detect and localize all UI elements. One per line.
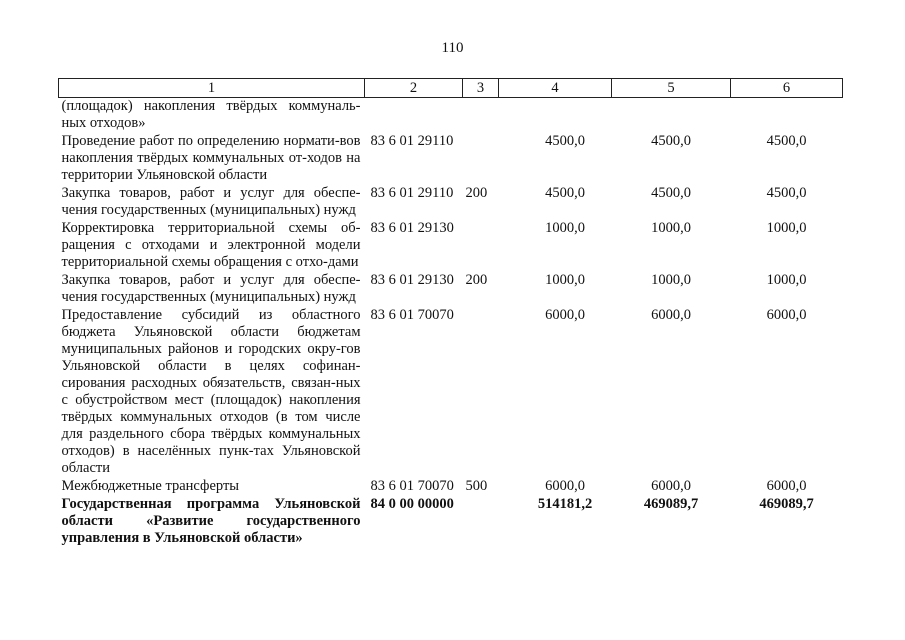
row-expense-type-cell: 200 [465, 185, 488, 201]
row-code-cell: 83 6 01 29130 [370, 220, 454, 236]
row-name-cell: Корректировка территориальной схемы об-ращения с отходами и электронной модели территориальной схемы обращения с отхо-дами [61, 220, 361, 270]
row-value-cell: 469089,7 [759, 496, 814, 512]
row-code-cell: 83 6 01 29110 [370, 133, 454, 149]
table-row [59, 219, 843, 271]
row-value-cell: 4500,0 [545, 185, 585, 201]
row-value-cell [731, 98, 843, 133]
row-expense-type-cell [463, 132, 499, 184]
table-row [59, 271, 843, 306]
row-code-cell: 83 6 01 29130 [370, 272, 454, 288]
row-expense-type-cell [463, 306, 499, 477]
table-row [59, 184, 843, 219]
row-value-cell: 6000,0 [651, 478, 691, 494]
table-body [59, 98, 843, 548]
table-row [59, 306, 843, 477]
row-value-cell: 514181,2 [537, 496, 593, 512]
row-value-cell: 6000,0 [545, 307, 585, 323]
row-value-cell: 1000,0 [651, 220, 691, 236]
row-code-cell: 83 6 01 70070 [370, 478, 454, 494]
table-row [59, 477, 843, 495]
column-header: 2 [365, 79, 463, 98]
row-expense-type-cell [463, 98, 499, 133]
row-name-cell: Проведение работ по определению нормати-вов накопления твёрдых коммунальных от-ходов на территории Ульяновской области [61, 133, 361, 183]
table-header [59, 79, 843, 98]
row-code-cell [365, 98, 463, 133]
row-value-cell: 6000,0 [651, 307, 691, 323]
budget-table [58, 78, 843, 547]
table-row [59, 132, 843, 184]
row-value-cell: 1000,0 [766, 220, 807, 236]
row-value-cell: 1000,0 [545, 220, 585, 236]
row-value-cell: 6000,0 [766, 478, 807, 494]
column-header: 3 [463, 79, 499, 98]
row-name-cell: Государственная программа Ульяновской области «Развитие государственного управления в Ульяновской области» [61, 496, 361, 546]
row-name-cell: Закупка товаров, работ и услуг для обеспе-чения государственных (муниципальных) нужд [61, 185, 361, 218]
row-value-cell [499, 98, 612, 133]
row-name-cell: Межбюджетные трансферты [61, 478, 240, 494]
row-expense-type-cell: 500 [465, 478, 488, 494]
row-value-cell: 6000,0 [766, 307, 807, 323]
column-header: 1 [59, 79, 365, 98]
row-value-cell: 1000,0 [651, 272, 691, 288]
row-value-cell: 469089,7 [643, 496, 699, 512]
row-name-cell: Закупка товаров, работ и услуг для обеспе-чения государственных (муниципальных) нужд [61, 272, 361, 305]
page-number: 110 [441, 40, 464, 56]
row-value-cell [612, 98, 731, 133]
row-value-cell: 1000,0 [545, 272, 585, 288]
row-name-cell: (площадок) накопления твёрдых коммуналь-ных отходов» [61, 98, 361, 131]
row-expense-type-cell [463, 495, 499, 547]
column-header: 4 [499, 79, 612, 98]
row-value-cell: 4500,0 [766, 133, 807, 149]
row-expense-type-cell [463, 219, 499, 271]
column-header: 5 [612, 79, 731, 98]
table-row [59, 98, 843, 133]
row-code-cell: 83 6 01 70070 [370, 307, 454, 323]
row-value-cell: 4500,0 [766, 185, 807, 201]
column-header: 6 [731, 79, 843, 98]
row-value-cell: 4500,0 [651, 133, 691, 149]
row-code-cell: 84 0 00 00000 [370, 496, 454, 512]
row-value-cell: 6000,0 [545, 478, 585, 494]
row-name-cell: Предоставление субсидий из областного бюджета Ульяновской области бюджетам муниципальных районов и городских окру-гов Ульяновской области в целях софинан-сирования расходных обязательств, связан-ных с обустройством мест (площадок) накопления твёрдых коммунальных отходов (в том числе для раздельного сбора твёрдых коммунальных отходов) в населённых пунк-тах Ульяновской области [61, 307, 361, 476]
row-value-cell: 4500,0 [651, 185, 691, 201]
row-expense-type-cell: 200 [465, 272, 488, 288]
table-row [59, 495, 843, 547]
row-value-cell: 1000,0 [766, 272, 807, 288]
row-code-cell: 83 6 01 29110 [370, 185, 454, 201]
row-value-cell: 4500,0 [545, 133, 585, 149]
